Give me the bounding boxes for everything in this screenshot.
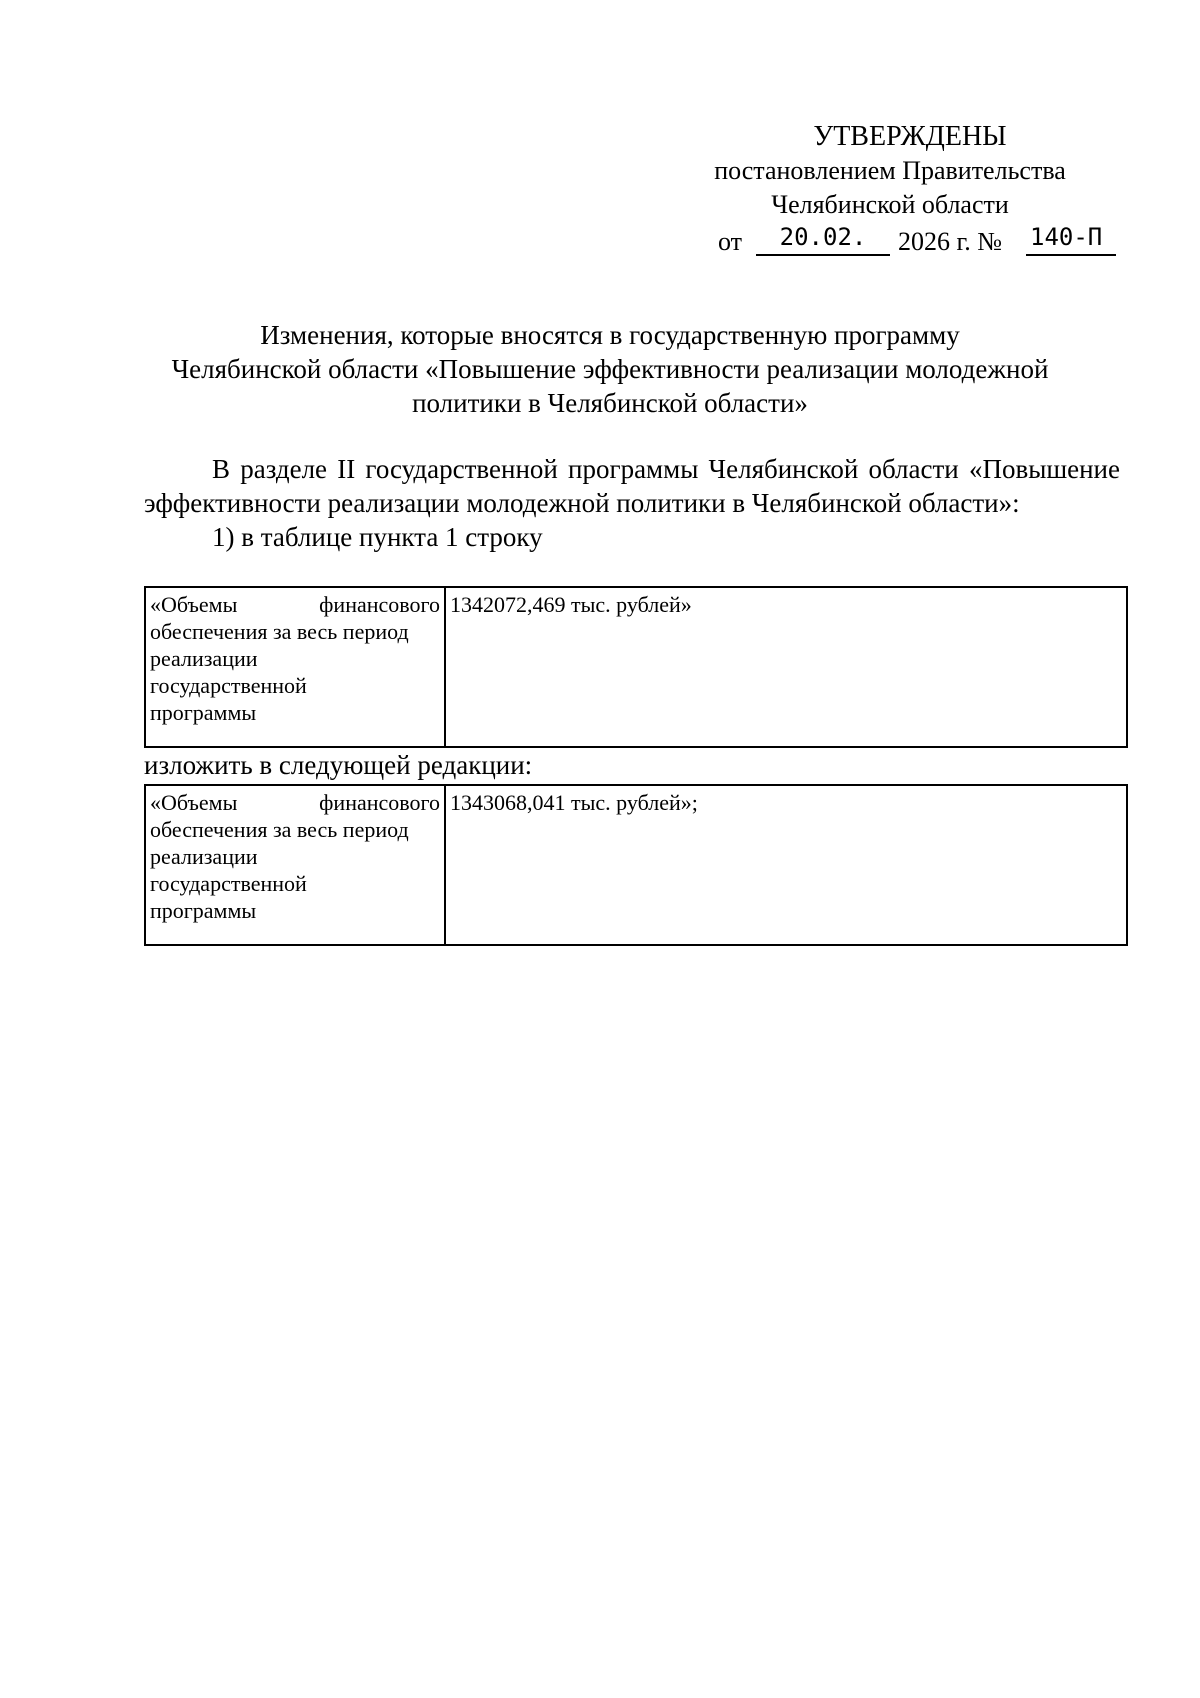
- label-line: обеспечения за весь период: [150, 817, 409, 842]
- date-prefix: от: [718, 227, 743, 256]
- approval-line-decree: постановлением Правительства: [714, 156, 1066, 185]
- table-new-row: [144, 784, 1128, 946]
- body-paragraph: В разделе II государственной программы Челябинской области «Повышение эффективности реализации молодежной политики в Челябинской области»:: [144, 454, 1120, 518]
- list-item-1: 1) в таблице пункта 1 строку: [212, 522, 543, 552]
- table-cell-value: 1342072,469 тыс. рублей»: [445, 587, 1127, 747]
- body-text: [144, 452, 1120, 554]
- heading-line-2: Челябинской области «Повышение эффективности реализации молодежной: [171, 354, 1049, 384]
- approval-title: УТВЕРЖДЕНЫ: [813, 121, 1007, 152]
- table-cell-value: 1343068,041 тыс. рублей»;: [445, 785, 1127, 945]
- label-first-line: [150, 591, 440, 618]
- label-line: государственной: [150, 673, 307, 698]
- label-word-2: финансового: [319, 592, 440, 617]
- label-line: обеспечения за весь период: [150, 619, 409, 644]
- label-first-line: [150, 789, 440, 816]
- table-cell-label: [145, 587, 445, 747]
- label-line: реализации: [150, 646, 258, 671]
- approval-block: [660, 120, 1120, 258]
- label-line: программы: [150, 898, 257, 923]
- document-heading: [140, 318, 1080, 420]
- approval-date-line: [660, 222, 1120, 258]
- label-word-1: «Объемы: [150, 592, 238, 617]
- date-value: 20.02.: [756, 222, 890, 256]
- table-row: [145, 587, 1127, 747]
- decree-number: 140-П: [1026, 222, 1116, 256]
- label-line: программы: [150, 700, 257, 725]
- label-word-1: «Объемы: [150, 790, 238, 815]
- table-row: [145, 785, 1127, 945]
- between-tables-text: изложить в следующей редакции:: [144, 750, 533, 780]
- approval-line-region: Челябинской области: [771, 190, 1009, 219]
- table-old-row: [144, 586, 1128, 748]
- heading-line-1: Изменения, которые вносятся в государственную программу: [260, 320, 960, 350]
- heading-line-3: политики в Челябинской области»: [412, 388, 808, 418]
- label-word-2: финансового: [319, 790, 440, 815]
- year-text: 2026 г. №: [898, 227, 1003, 256]
- label-line: реализации: [150, 844, 258, 869]
- table-cell-label: [145, 785, 445, 945]
- label-line: государственной: [150, 871, 307, 896]
